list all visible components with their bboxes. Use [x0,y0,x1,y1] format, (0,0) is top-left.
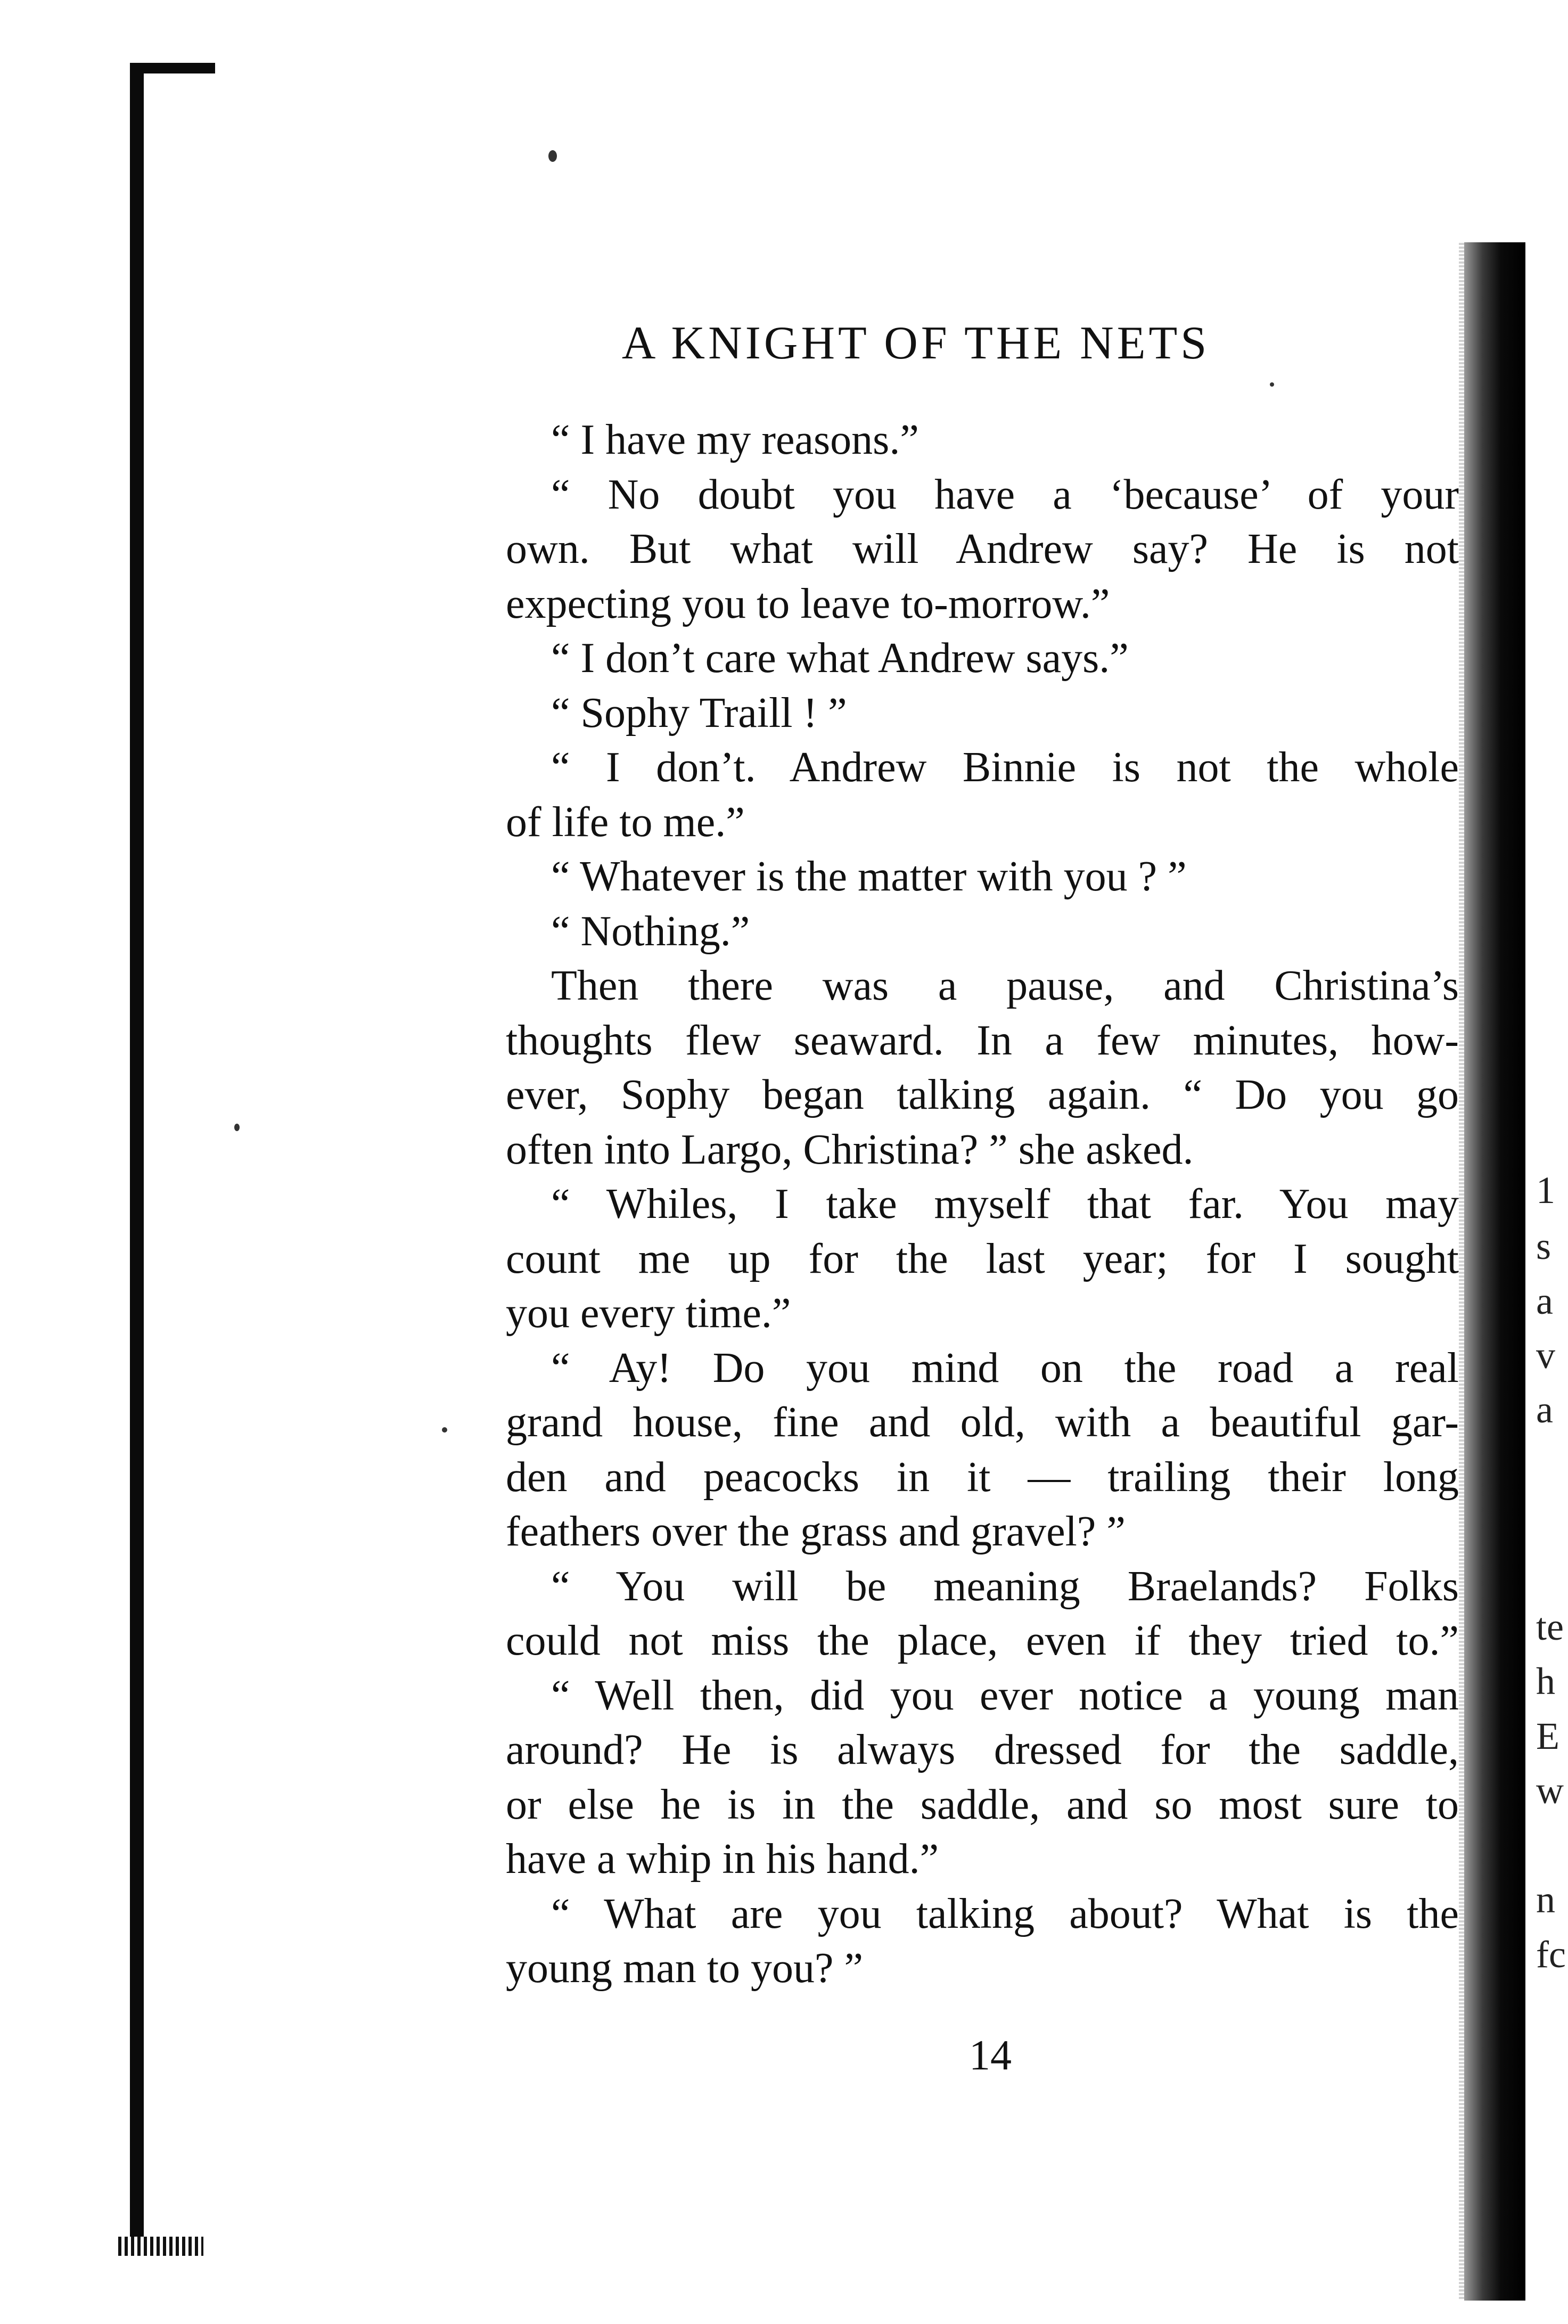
ink-speck [1270,382,1274,387]
next-page-fragment: E [1536,1715,1559,1757]
next-page-fragment: w [1536,1769,1564,1812]
page-number: 14 [969,2032,1012,2079]
text-line: “ I have my reasons.” [551,416,919,463]
text-line: “ Sophy Traill ! ” [551,689,847,737]
text-line: count me up for the last year; for I sought [506,1235,1459,1282]
ink-speck [442,1427,447,1433]
text-line: “ Nothing.” [551,907,750,955]
text-line: feathers over the grass and gravel? ” [506,1508,1126,1555]
text-line: “ You will be meaning Braelands? Folks [551,1562,1459,1610]
running-head: A KNIGHT OF THE NETS [621,317,1210,369]
ink-speck [234,1124,240,1131]
next-page-fragment: te [1536,1606,1564,1648]
text-line: ever, Sophy began talking again. “ Do you go [506,1071,1459,1118]
text-line: “ Whiles, I take myself that far. You may [551,1181,1459,1228]
text-line: young man to you? ” [506,1945,863,1992]
text-line: often into Largo, Christina? ” she asked. [506,1126,1194,1173]
text-line: “ No doubt you have a ‘because’ of your [551,471,1459,518]
next-page-fragment: 1 [1536,1169,1555,1212]
next-page-fragment: n [1536,1878,1555,1921]
text-line: have a whip in his hand.” [506,1836,939,1883]
text-line: “ Well then, did you ever notice a young man [551,1672,1459,1719]
next-page-fragment: h [1536,1660,1555,1703]
text-line: den and peacocks in it — trailing their long [506,1453,1459,1501]
text-line: “ I don’t. Andrew Binnie is not the whole [551,744,1459,791]
text-line: around? He is always dressed for the saddle, [506,1726,1459,1773]
text-line: grand house, fine and old, with a beautiful gar- [506,1399,1459,1446]
next-page-fragment: v [1536,1334,1555,1377]
text-line: or else he is in the saddle, and so most sure to [506,1781,1459,1828]
text-line: “ I don’t care what Andrew says.” [551,635,1129,682]
text-line: “ Ay! Do you mind on the road a real [551,1344,1459,1392]
text-line: Then there was a pause, and Christina’s [551,962,1459,1009]
text-line: expecting you to leave to-morrow.” [506,580,1110,627]
next-page-fragment: s [1536,1225,1551,1267]
next-page-fragment: fc [1536,1933,1566,1976]
text-line: of life to me.” [506,798,745,846]
scan-border-left [130,64,144,2253]
next-page-fragment: a [1536,1280,1553,1322]
text-line: you every time.” [506,1290,791,1337]
ink-speck [548,150,557,162]
text-line: “ What are you talking about? What is the [551,1890,1459,1937]
text-line: could not miss the place, even if they tried to.” [506,1617,1459,1664]
book-gutter-shadow [1464,242,1525,2301]
text-line: “ Whatever is the matter with you ? ” [551,853,1187,900]
text-line: thoughts flew seaward. In a few minutes, how- [506,1017,1459,1064]
text-line: own. But what will Andrew say? He is not [506,526,1459,572]
next-page-fragment: a [1536,1388,1553,1431]
scan-border-bottom-left [118,2237,203,2256]
body-text [506,413,1459,1996]
